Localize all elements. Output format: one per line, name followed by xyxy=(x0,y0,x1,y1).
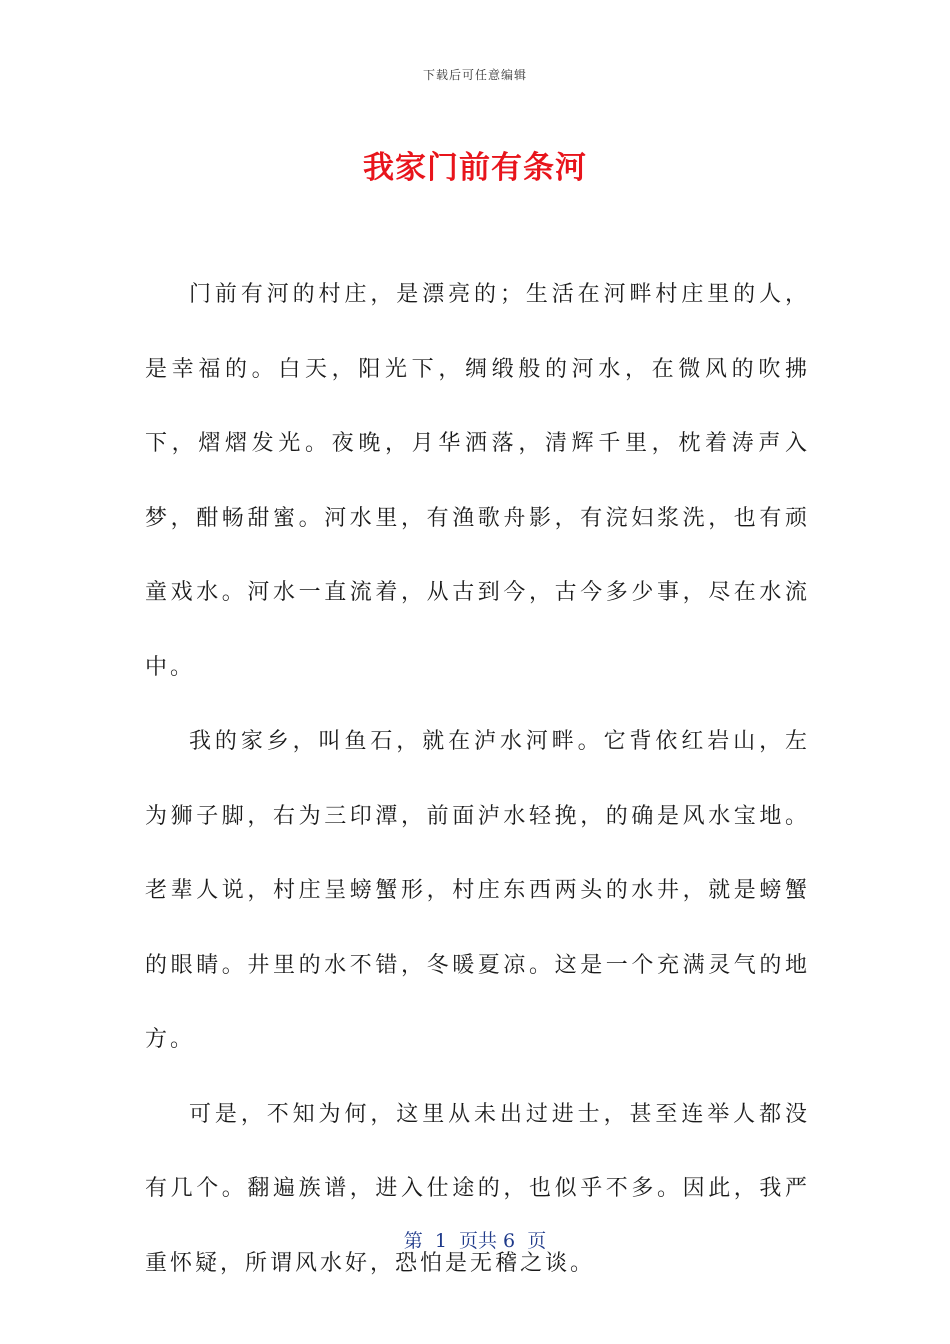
download-note: 下载后可任意编辑 xyxy=(422,68,527,82)
paragraph-1: 门前有河的村庄，是漂亮的；生活在河畔村庄里的人，是幸福的。白天，阳光下，绸缎般的河水，在微风的吹拂下，熠熠发光。夜晚，月华洒落，清辉千里，枕着涛声入梦，酣畅甜蜜。河水里，有渔歌舟影，有浣妇浆洗，也有顽童戏水。河水一直流着，从古到今，古今多少事，尽在水流中。 xyxy=(145,282,810,680)
document-title: 我家门前有条河 xyxy=(363,150,587,186)
paragraph-2: 我的家乡，叫鱼石，就在泸水河畔。它背依红岩山，左为狮子脚，右为三印潭，前面泸水轻挽，的确是风水宝地。老辈人说，村庄呈螃蟹形，村庄东西两头的水井，就是螃蟹的眼睛。井里的水不错，冬暖夏凉。这是一个充满灵气的地方。 xyxy=(145,729,810,1052)
paragraph-3: 可是，不知为何，这里从未出过进士，甚至连举人都没有几个。翻遍族谱，进入仕途的，也似乎不多。因此，我严重怀疑，所谓风水好，恐怕是无稽之谈。 xyxy=(145,1101,810,1276)
page-number: 第 1 页共 6 页 xyxy=(403,1230,547,1252)
document-body xyxy=(145,258,810,1301)
